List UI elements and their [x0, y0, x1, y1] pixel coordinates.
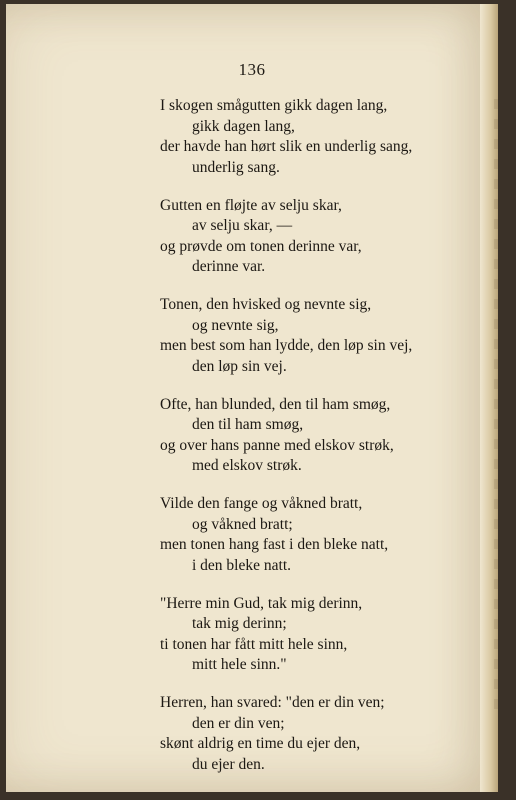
stanza: [160, 494, 480, 576]
poem-line: du ejer den.: [192, 755, 265, 773]
poem-line: med elskov strøk.: [192, 457, 302, 474]
poem-line: gikk dagen lang,: [192, 117, 295, 135]
poem-line: av selju skar, —: [192, 217, 293, 234]
stanza: [160, 96, 480, 178]
stanza: [160, 594, 480, 676]
poem-line: Herren, han svared: "den er din ven;: [160, 694, 385, 711]
poem-line: Gutten en fløjte av selju skar,: [160, 196, 342, 214]
poem-line: I skogen smågutten gikk dagen lang,: [160, 97, 388, 114]
poem-line: og våkned bratt;: [192, 515, 293, 533]
poem-line: men best som han lydde, den løp sin vej,: [160, 337, 413, 354]
poem-line: Tonen, den hvisked og nevnte sig,: [160, 296, 372, 313]
poem-line: Ofte, han blunded, den til ham smøg,: [160, 395, 391, 413]
bleed-through-text: [494, 99, 498, 719]
poem-line: "Herre min Gud, tak mig derinn,: [160, 594, 363, 612]
poem-line: i den bleke natt.: [192, 556, 291, 574]
poem-line: underlig sang.: [192, 158, 280, 176]
poem-line: Vilde den fange og våkned bratt,: [160, 495, 363, 512]
poem-line: og over hans panne med elskov strøk,: [160, 436, 394, 454]
poem-line: og nevnte sig,: [192, 316, 279, 334]
stanza: [160, 693, 480, 775]
poem-line: skønt aldrig en time du ejer den,: [160, 735, 361, 752]
poem-line: men tonen hang fast i den bleke natt,: [160, 536, 389, 553]
poem-line: tak mig derinn;: [192, 615, 287, 632]
poem: [160, 96, 480, 792]
book-page: [6, 4, 498, 792]
poem-line: den er din ven;: [192, 714, 285, 732]
poem-line: og prøvde om tonen derinne var,: [160, 237, 362, 255]
poem-line: derinne var.: [192, 258, 266, 275]
poem-line: den til ham smøg,: [192, 416, 304, 433]
stanza: [160, 196, 480, 278]
poem-line: ti tonen har fått mitt hele sinn,: [160, 635, 348, 653]
poem-line: mitt hele sinn.": [192, 656, 287, 673]
stanza: [160, 395, 480, 477]
poem-line: der havde han hørt slik en underlig sang,: [160, 138, 413, 155]
poem-line: den løp sin vej.: [192, 357, 287, 375]
page-number: 136: [238, 60, 266, 79]
stanza: [160, 295, 480, 377]
